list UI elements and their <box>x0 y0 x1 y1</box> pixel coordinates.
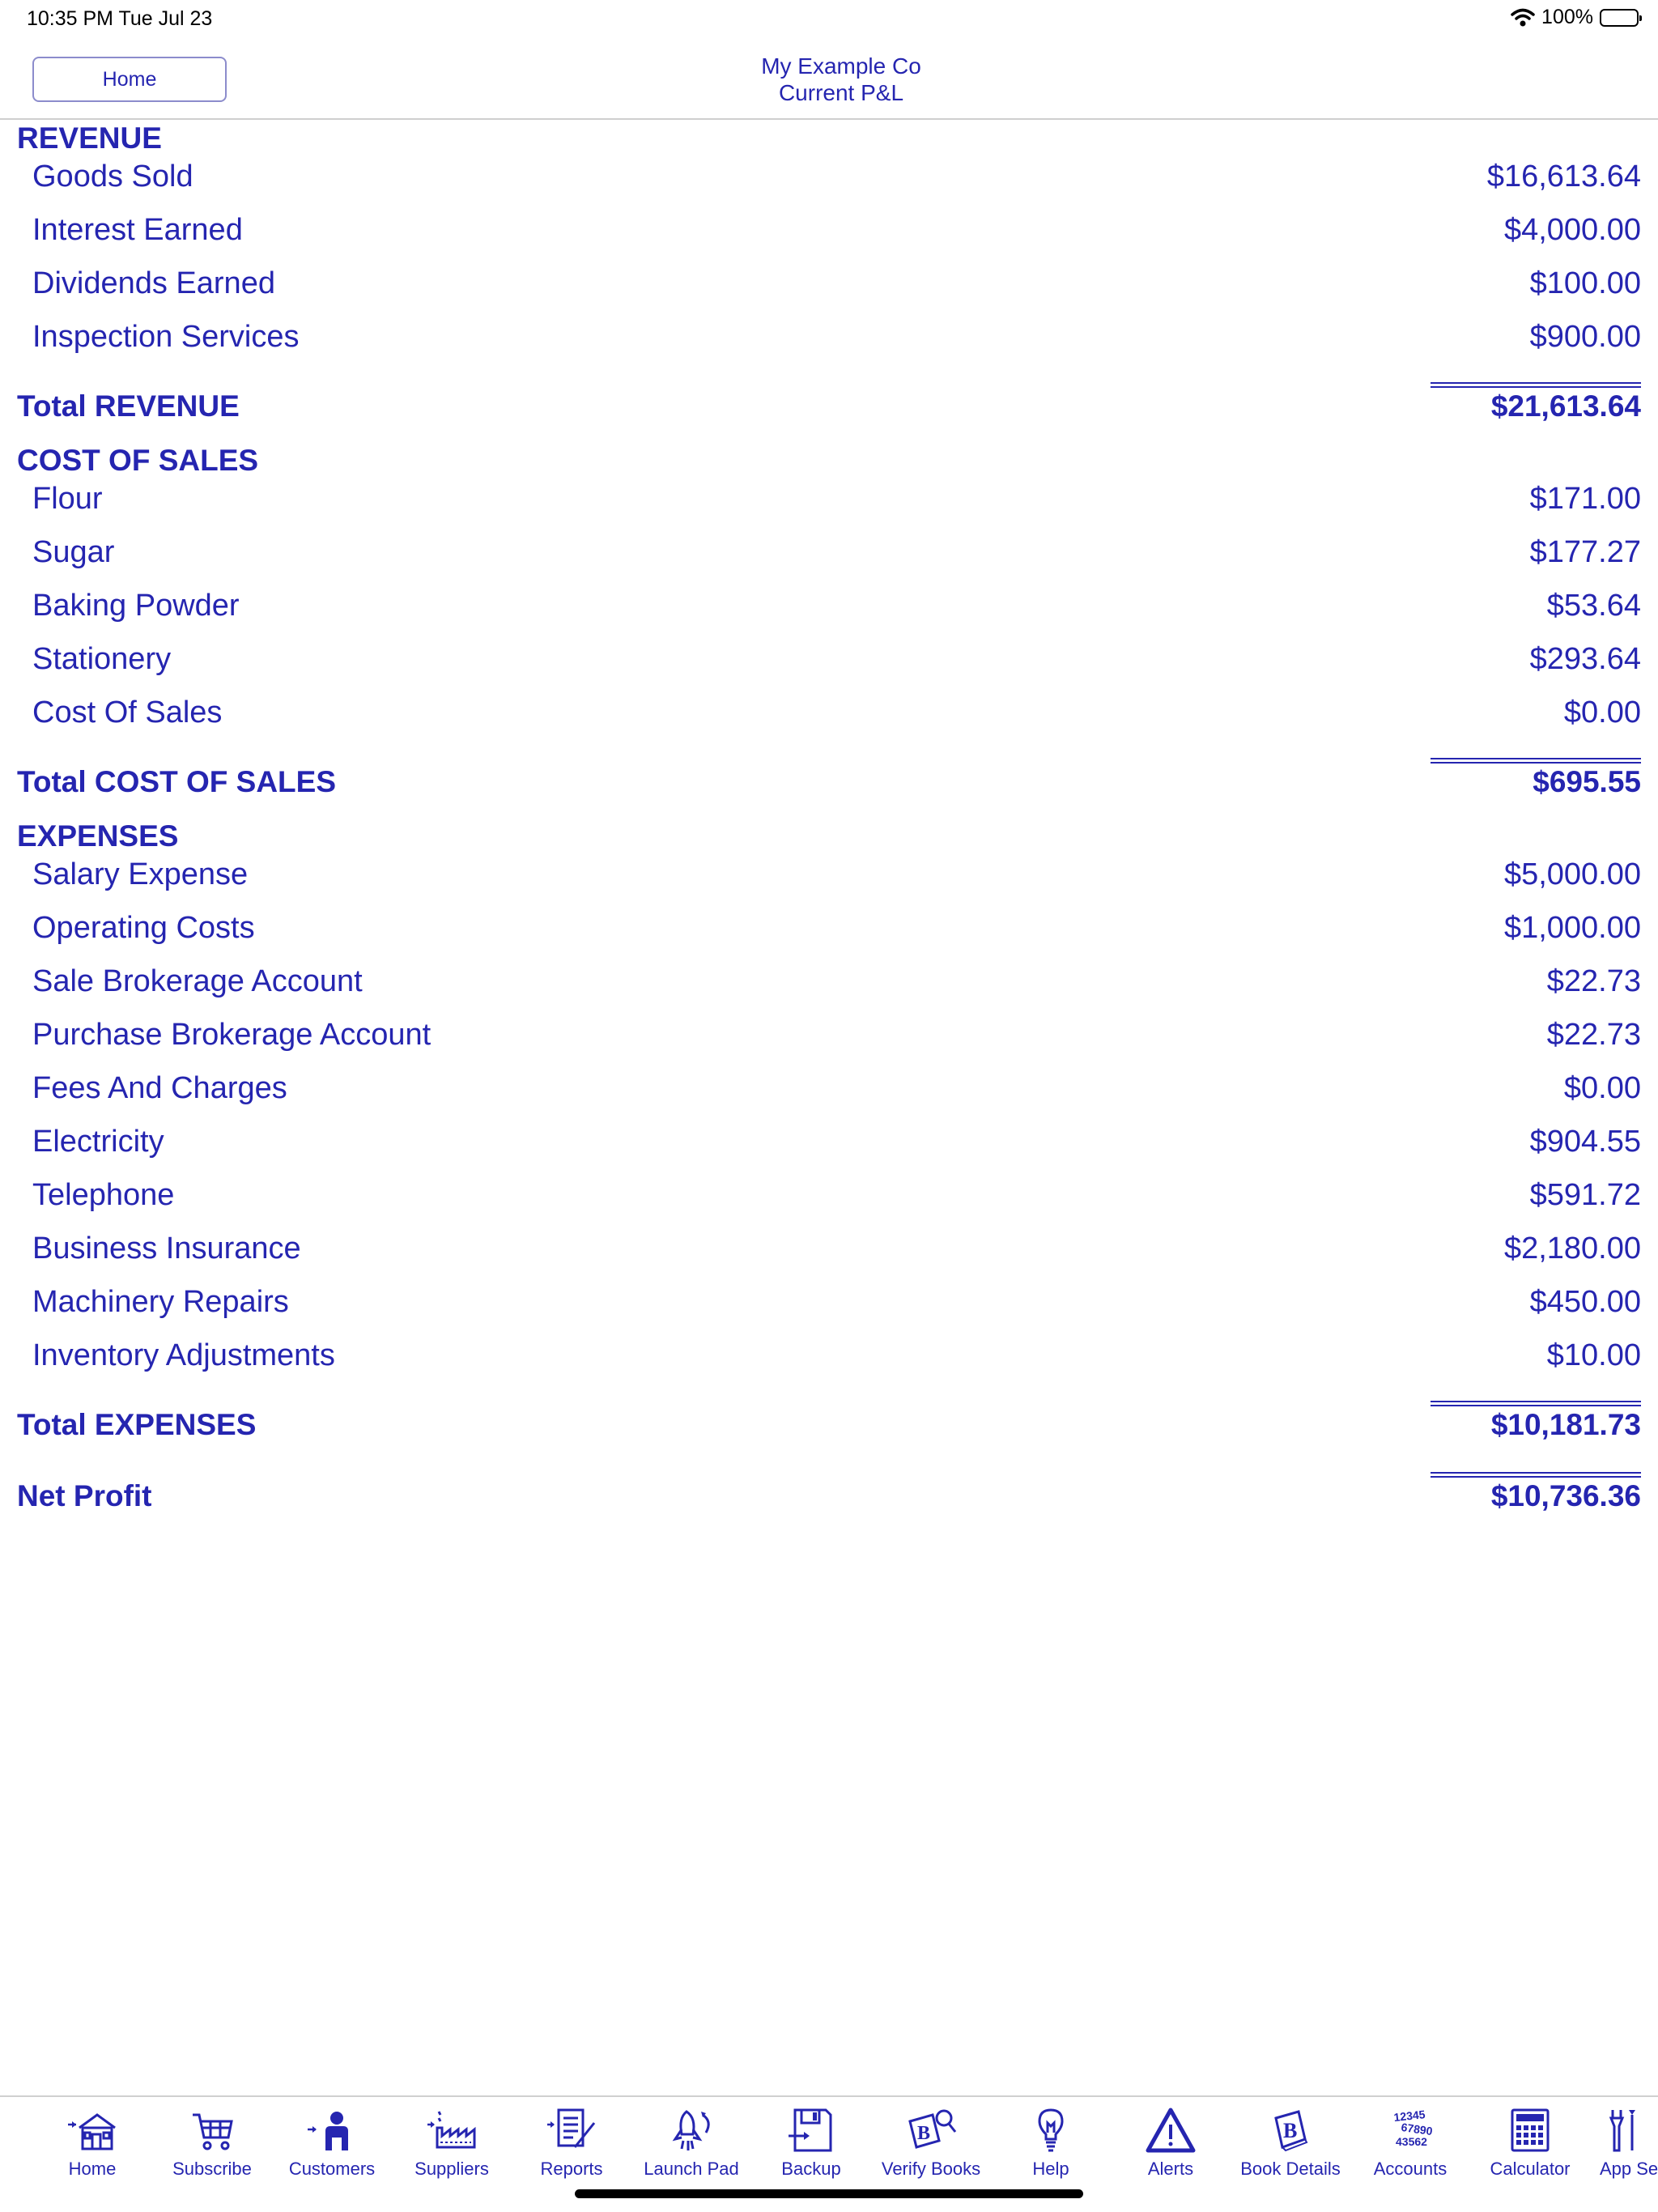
line-item-amount: $100.00 <box>1529 266 1641 300</box>
line-item-label: Stationery <box>32 641 172 676</box>
line-item-amount: $171.00 <box>1529 481 1641 516</box>
tab-label: Calculator <box>1490 2159 1571 2179</box>
warning-icon <box>1145 2107 1197 2154</box>
line-item-amount: $177.27 <box>1529 534 1641 569</box>
tab-suppliers[interactable] <box>392 2107 512 2180</box>
tab-label: Home <box>68 2159 117 2179</box>
line-item-label: Sugar <box>32 534 115 569</box>
company-name: My Example Co <box>761 53 921 79</box>
line-item-amount: $293.64 <box>1529 641 1641 676</box>
net-profit-row <box>17 1476 1641 1516</box>
line-item-amount: $0.00 <box>1563 1070 1641 1105</box>
line-item-amount: $22.73 <box>1546 963 1641 998</box>
line-item[interactable] <box>32 1015 1641 1055</box>
section-heading-cost-of-sales: COST OF SALES <box>17 444 259 477</box>
tab-label: Alerts <box>1147 2159 1194 2179</box>
tab-verify-books[interactable] <box>871 2107 991 2180</box>
tab-launch-pad[interactable] <box>631 2107 751 2180</box>
status-indicators <box>1511 6 1639 29</box>
line-item-amount: $900.00 <box>1529 319 1641 354</box>
line-item-amount: $5,000.00 <box>1503 857 1641 891</box>
line-item[interactable] <box>32 854 1641 895</box>
line-item[interactable] <box>32 639 1641 679</box>
status-time: 10:35 PM Tue Jul 23 <box>27 7 213 30</box>
svg-text:67890: 67890 <box>1400 2120 1434 2138</box>
section-heading-revenue: REVENUE <box>17 121 162 155</box>
lightbulb-icon <box>1025 2107 1077 2154</box>
battery-icon <box>1600 9 1639 27</box>
factory-icon <box>426 2107 478 2154</box>
line-item-label: Interest Earned <box>32 212 243 247</box>
line-item-label: Operating Costs <box>32 910 255 945</box>
line-item-amount: $0.00 <box>1563 695 1641 730</box>
verify-books-icon <box>905 2107 957 2154</box>
line-item-amount: $10.00 <box>1546 1338 1641 1372</box>
svg-text:B: B <box>1283 2119 1298 2142</box>
tab-calculator[interactable] <box>1470 2107 1590 2180</box>
net-profit-amount: $10,736.36 <box>1490 1479 1641 1512</box>
line-item-amount: $904.55 <box>1529 1124 1641 1159</box>
net-profit-label: Net Profit <box>17 1479 152 1512</box>
line-item-label: Fees And Charges <box>32 1070 287 1105</box>
svg-text:12345: 12345 <box>1392 2108 1426 2125</box>
line-item[interactable] <box>32 961 1641 1002</box>
floppy-disk-icon <box>785 2107 837 2154</box>
svg-text:B: B <box>917 2123 931 2144</box>
total-row-expenses <box>17 1405 1641 1445</box>
line-item-label: Purchase Brokerage Account <box>32 1017 432 1052</box>
line-item-label: Sale Brokerage Account <box>32 963 363 998</box>
line-item[interactable] <box>32 585 1641 626</box>
tab-label: Accounts <box>1373 2159 1448 2179</box>
line-item-label: Inventory Adjustments <box>32 1338 335 1372</box>
svg-text:43562: 43562 <box>1396 2135 1427 2148</box>
line-item-amount: $22.73 <box>1546 1017 1641 1052</box>
total-label: Total EXPENSES <box>17 1408 257 1441</box>
line-item-label: Machinery Repairs <box>32 1284 289 1319</box>
home-button[interactable]: Home <box>32 57 227 102</box>
header-title <box>0 53 1658 106</box>
line-item[interactable] <box>32 1121 1641 1162</box>
section-heading-expenses: EXPENSES <box>17 819 179 853</box>
line-item[interactable] <box>32 479 1641 519</box>
line-item[interactable] <box>32 1068 1641 1108</box>
house-icon <box>66 2107 118 2154</box>
total-amount: $695.55 <box>1533 765 1641 798</box>
tab-label: App Se <box>1600 2159 1658 2179</box>
line-item-amount: $4,000.00 <box>1503 212 1641 247</box>
total-amount: $21,613.64 <box>1490 389 1641 423</box>
line-item[interactable] <box>32 532 1641 572</box>
tab-label: Suppliers <box>414 2159 489 2179</box>
line-item[interactable] <box>32 1282 1641 1322</box>
line-item[interactable] <box>32 692 1641 733</box>
tab-backup[interactable] <box>751 2107 871 2180</box>
total-label: Total COST OF SALES <box>17 765 336 798</box>
line-item-label: Electricity <box>32 1124 164 1159</box>
tab-label: Verify Books <box>881 2159 981 2179</box>
line-item-label: Telephone <box>32 1177 175 1212</box>
total-label: Total REVENUE <box>17 389 240 423</box>
tab-customers[interactable] <box>272 2107 392 2180</box>
line-item-amount: $591.72 <box>1529 1177 1641 1212</box>
wrench-icon <box>1596 2107 1648 2154</box>
numbers-icon <box>1384 2107 1436 2154</box>
line-item-label: Inspection Services <box>32 319 300 354</box>
line-item[interactable] <box>32 1228 1641 1269</box>
customer-icon <box>306 2107 358 2154</box>
line-item-label: Goods Sold <box>32 159 193 194</box>
tab-label: Launch Pad <box>644 2159 739 2179</box>
line-item-amount: $16,613.64 <box>1486 159 1641 194</box>
line-item-label: Dividends Earned <box>32 266 275 300</box>
tab-label: Customers <box>288 2159 376 2179</box>
line-item-label: Cost Of Sales <box>32 695 223 730</box>
line-item-amount: $1,000.00 <box>1503 910 1641 945</box>
tab-app-settings[interactable] <box>1590 2107 1658 2180</box>
total-row-revenue <box>17 386 1641 427</box>
line-item-label: Salary Expense <box>32 857 249 891</box>
wifi-icon <box>1511 8 1535 28</box>
line-item-amount: $450.00 <box>1529 1284 1641 1319</box>
book-icon <box>1265 2107 1316 2154</box>
calculator-icon <box>1504 2107 1556 2154</box>
tab-label: Reports <box>540 2159 603 2179</box>
report-icon <box>546 2107 597 2154</box>
line-item[interactable] <box>32 1175 1641 1215</box>
tab-label: Subscribe <box>172 2159 252 2179</box>
line-item[interactable] <box>32 210 1641 250</box>
total-row-cost-of-sales <box>17 762 1641 802</box>
total-amount: $10,181.73 <box>1490 1408 1641 1441</box>
home-indicator[interactable] <box>575 2189 1083 2198</box>
line-item[interactable] <box>32 263 1641 304</box>
line-item[interactable] <box>32 1335 1641 1376</box>
line-item[interactable] <box>32 908 1641 948</box>
battery-percent: 100% <box>1541 6 1593 28</box>
tab-reports[interactable] <box>512 2107 631 2180</box>
tab-label: Backup <box>781 2159 841 2179</box>
line-item-label: Business Insurance <box>32 1231 301 1266</box>
line-item-label: Flour <box>32 481 103 516</box>
tab-alerts[interactable] <box>1111 2107 1231 2180</box>
rocket-icon <box>665 2107 717 2154</box>
line-item-label: Baking Powder <box>32 588 240 623</box>
line-item-amount: $2,180.00 <box>1503 1231 1641 1266</box>
line-item[interactable] <box>32 156 1641 197</box>
tab-label: Help <box>1032 2159 1069 2179</box>
tab-home[interactable] <box>32 2107 152 2180</box>
tab-book-details[interactable] <box>1231 2107 1350 2180</box>
tab-label: Book Details <box>1240 2159 1341 2179</box>
status-bar <box>0 0 1658 39</box>
cart-icon <box>186 2107 238 2154</box>
nav-header <box>0 39 1658 120</box>
line-item[interactable] <box>32 317 1641 357</box>
tab-help[interactable] <box>991 2107 1111 2180</box>
line-item-amount: $53.64 <box>1546 588 1641 623</box>
tab-accounts[interactable] <box>1350 2107 1470 2180</box>
tab-subscribe[interactable] <box>152 2107 272 2180</box>
report-title: Current P&L <box>778 80 904 105</box>
